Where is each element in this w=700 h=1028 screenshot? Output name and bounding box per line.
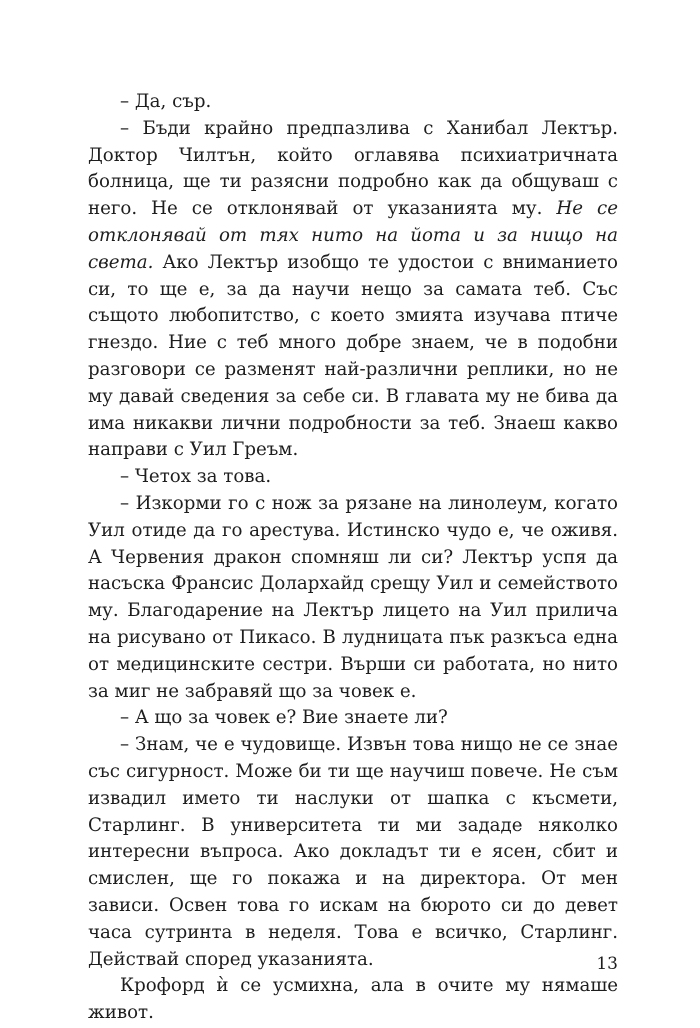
paragraph-2-italic: Не се отклонявай от тях нито на йота и за нищо на света. [88,198,619,273]
paragraph-5: – А що за човек е? Вие знаете ли? [120,707,448,729]
paragraph-2-part-2: Ако Лектър изобщо те удостои с вниманието си, то ще е, за да научи нещо за самата теб. Със същото любопитство, с което змията изучава птиче гнездо. Ние с теб много добре знаем, че в подобни разговори се разменят най-различни реплики, но не му давай сведения за себе си. В главата му не бива да има никакви лични подробности за теб. Знаеш какво направи с Уил Греъм. [88,251,618,461]
paragraph-7: Крофорд ѝ се усмихна, ала в очите му нямаше живот. [88,975,618,1024]
paragraph-2-part-1: – Бъди крайно предпазлива с Ханибал Лектър. Доктор Чилтън, който оглавява психиатричната болница, ще ти разясни подробно как да общуваш с него. Не се отклонявай от указанията му. [88,117,618,220]
paragraph-1: – Да, сър. [120,91,212,112]
paragraph-3: – Четох за това. [120,466,272,488]
page-number: 13 [596,954,618,974]
paragraph-4: – Изкорми го с нож за рязане на линолеум, когато Уил отиде да го арестува. Истинско чудо е, че оживя. А Червения дракон спомняш ли си? Лектър успя да насъска Франсис Долархайд срещу Уил и семейството му. Благодарение на Лектър лицето на Уил прилича на рисувано от Пикасо. В лудницата пък разкъса една от медицинските сестри. Върши си работата, но нито за миг не забравяй що за човек е. [88,492,618,702]
paragraph-2 [88,116,618,464]
paragraph-6: – Знам, че е чудовище. Извън това нищо не се знае със сигурност. Може би ти ще научиш повече. Не съм извадил името ти наслуки от шапка с късмети, Старлинг. В университета ти ми зададе няколко интересни въпроса. Ако докладът ти е ясен, сбит и смислен, ще го покажа и на директора. От мен зависи. Освен това го искам на бюрото си до девет часа сутринта в неделя. Това е всичко, Старлинг. Действай според указанията. [88,734,618,970]
body-text [88,89,618,1027]
